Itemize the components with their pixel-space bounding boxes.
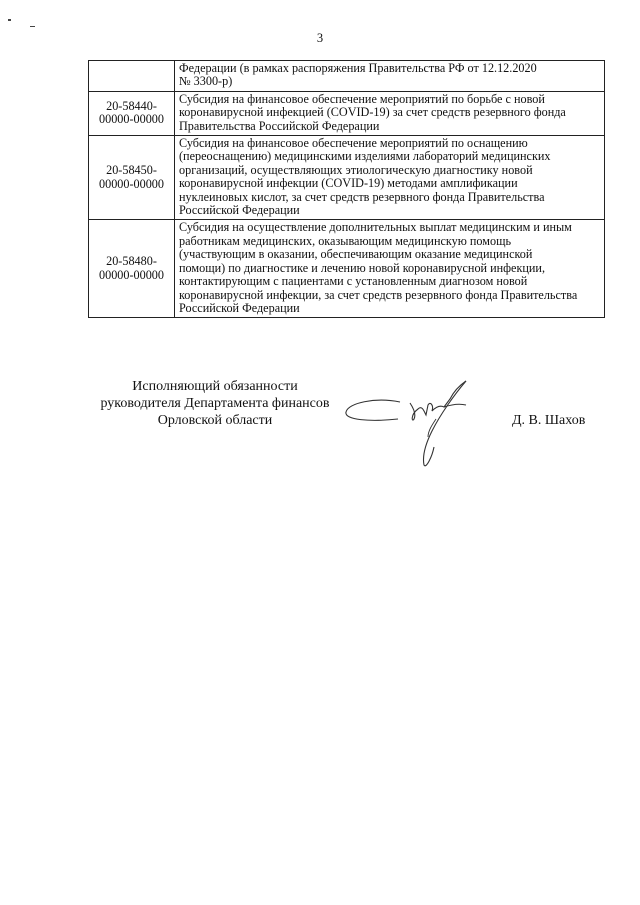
description-line: нуклеиновых кислот, за счет средств резервного фонда Правительства: [179, 189, 545, 204]
description-line: Российской Федерации: [179, 203, 300, 218]
signature-title-line: руководителя Департамента финансов: [100, 396, 330, 411]
budget-code-line: 00000-00000: [99, 176, 164, 191]
subsidy-description-cell: [175, 220, 605, 318]
budget-code-line: 20-58440-: [106, 99, 157, 114]
handwritten-signature: [340, 375, 490, 470]
page-number: 3: [316, 31, 324, 45]
table-row: [89, 136, 605, 220]
signature-title-line: Орловской области: [157, 413, 273, 428]
subsidy-description-cell: [175, 91, 605, 135]
scan-mark-dot: [8, 19, 11, 21]
table-row: [89, 91, 605, 135]
description-line: Субсидия на финансовое обеспечение мероприятий по борьбе с новой: [179, 91, 545, 106]
description-line: помощи) по диагностике и лечению новой коронавирусной инфекции,: [179, 260, 545, 275]
description-line: (переоснащению) медицинскими изделиями лабораторий медицинских: [179, 149, 551, 164]
subsidy-description-cell: [175, 136, 605, 220]
budget-code-line: 20-58450-: [106, 163, 157, 178]
description-line: Федерации (в рамках распоряжения Правительства РФ от 12.12.2020: [179, 61, 537, 75]
scan-mark-dash: [30, 26, 35, 27]
description-line: организаций, осуществляющих этиологическую диагностику новой: [179, 162, 533, 177]
budget-code-line: 00000-00000: [99, 267, 164, 282]
description-line: № 3300-р): [179, 74, 233, 89]
description-line: Субсидия на финансовое обеспечение мероприятий по оснащению: [179, 136, 528, 151]
subsidy-description-cell: [175, 61, 605, 92]
description-line: контактирующим с пациентами с установленным диагнозом новой: [179, 274, 528, 289]
description-line: (участвующим в оказании, обеспечивающим оказание медицинской: [179, 247, 533, 262]
description-line: Российской Федерации: [179, 300, 300, 315]
signature-title-line: Исполняющий обязанности: [132, 379, 298, 394]
budget-code-line: 00000-00000: [99, 112, 164, 127]
description-line: Правительства Российской Федерации: [179, 118, 380, 133]
budget-code-line: 20-58480-: [106, 254, 157, 269]
description-line: коронавирусной инфекцией (COVID-19) за счет средств резервного фонда: [179, 105, 566, 120]
subsidy-table: [88, 60, 605, 318]
budget-code-cell: [89, 91, 175, 135]
description-line: коронавирусной инфекции (COVID-19) методами амплификации: [179, 176, 518, 191]
budget-code-cell: [89, 220, 175, 318]
description-line: работникам медицинских, оказывающим медицинскую помощь: [179, 233, 512, 248]
budget-code-cell: [89, 136, 175, 220]
table-row: [89, 220, 605, 318]
description-line: коронавирусной инфекции, за счет средств резервного фонда Правительства: [179, 287, 578, 302]
description-line: Субсидия на осуществление дополнительных выплат медицинским и иным: [179, 220, 572, 235]
table-row: [89, 61, 605, 92]
signatory-name: Д. В. Шахов: [512, 413, 586, 428]
budget-code-cell: [89, 61, 175, 92]
signature-title: [80, 378, 350, 429]
